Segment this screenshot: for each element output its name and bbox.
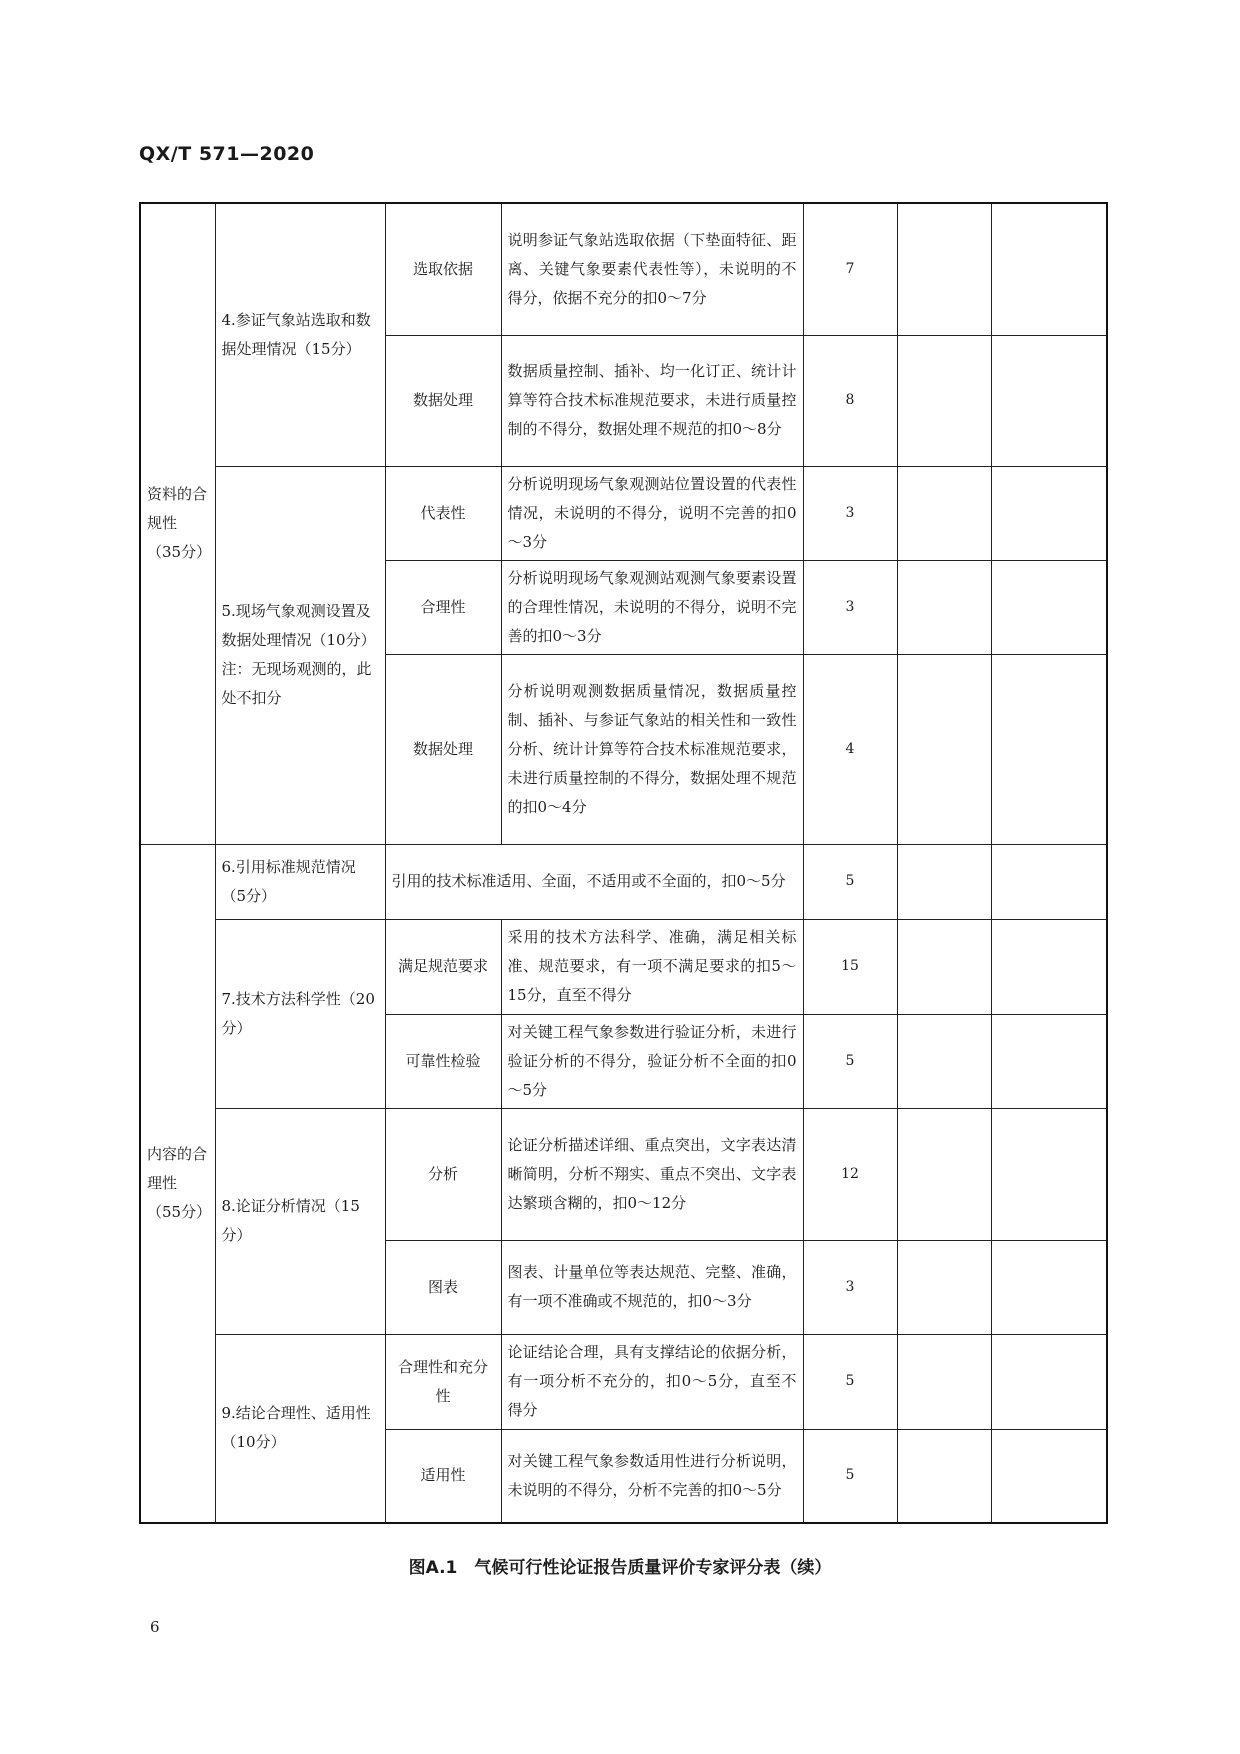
table-row bbox=[140, 466, 1107, 560]
description-cell: 分析说明现场气象观测站位置设置的代表性情况，未说明的不得分，说明不完善的扣0～3分 bbox=[501, 466, 803, 560]
blank-cell bbox=[897, 560, 991, 654]
item-cell: 4.参证气象站选取和数据处理情况（15分） bbox=[215, 203, 385, 466]
blank-cell bbox=[991, 560, 1107, 654]
description-cell: 对关键工程气象参数进行验证分析，未进行验证分析的不得分，验证分析不全面的扣0～5分 bbox=[501, 1014, 803, 1108]
score-cell: 5 bbox=[803, 1429, 897, 1523]
evaluation-table bbox=[139, 202, 1108, 1524]
score-cell: 3 bbox=[803, 466, 897, 560]
sub-item-cell: 合理性和充分性 bbox=[385, 1334, 501, 1429]
blank-cell bbox=[991, 466, 1107, 560]
item-note: 注：无现场观测的，此处不扣分 bbox=[221, 660, 372, 707]
score-cell: 5 bbox=[803, 844, 897, 919]
sub-item-cell: 代表性 bbox=[385, 466, 501, 560]
table-row bbox=[140, 203, 1107, 335]
table-row bbox=[140, 1108, 1107, 1240]
blank-cell bbox=[897, 1429, 991, 1523]
sub-item-cell: 图表 bbox=[385, 1240, 501, 1334]
blank-cell bbox=[897, 919, 991, 1014]
description-cell: 分析说明现场气象观测站观测气象要素设置的合理性情况，未说明的不得分，说明不完善的扣0～3分 bbox=[501, 560, 803, 654]
blank-cell bbox=[991, 1108, 1107, 1240]
description-cell: 分析说明观测数据质量情况，数据质量控制、插补、与参证气象站的相关性和一致性分析、统计计算等符合技术标准规范要求，未进行质量控制的不得分，数据处理不规范的扣0～4分 bbox=[501, 654, 803, 844]
category-cell: 内容的合理性（55分） bbox=[140, 844, 215, 1523]
page-number: 6 bbox=[150, 1618, 160, 1636]
blank-cell bbox=[991, 1334, 1107, 1429]
blank-cell bbox=[991, 919, 1107, 1014]
figure-caption: 图A.1 气候可行性论证报告质量评价专家评分表（续） bbox=[408, 1558, 832, 1578]
blank-cell bbox=[991, 1240, 1107, 1334]
sub-item-cell: 合理性 bbox=[385, 560, 501, 654]
blank-cell bbox=[991, 1429, 1107, 1523]
blank-cell bbox=[897, 654, 991, 844]
blank-cell bbox=[991, 335, 1107, 466]
sub-item-cell: 满足规范要求 bbox=[385, 919, 501, 1014]
item-cell: 8.论证分析情况（15分） bbox=[215, 1108, 385, 1334]
description-cell: 引用的技术标准适用、全面，不适用或不全面的，扣0～5分 bbox=[385, 844, 803, 919]
item-cell: 9.结论合理性、适用性（10分） bbox=[215, 1334, 385, 1523]
item-cell: 6.引用标准规范情况（5分） bbox=[215, 844, 385, 919]
item-cell bbox=[215, 466, 385, 844]
standard-number: QX/T 571—2020 bbox=[139, 143, 315, 165]
sub-item-cell: 适用性 bbox=[385, 1429, 501, 1523]
description-cell: 论证分析描述详细、重点突出，文字表达清晰简明，分析不翔实、重点不突出、文字表达繁琐含糊的，扣0～12分 bbox=[501, 1108, 803, 1240]
score-cell: 7 bbox=[803, 203, 897, 335]
score-cell: 5 bbox=[803, 1014, 897, 1108]
score-cell: 4 bbox=[803, 654, 897, 844]
description-cell: 数据质量控制、插补、均一化订正、统计计算等符合技术标准规范要求，未进行质量控制的不得分，数据处理不规范的扣0～8分 bbox=[501, 335, 803, 466]
score-cell: 3 bbox=[803, 1240, 897, 1334]
blank-cell bbox=[897, 844, 991, 919]
blank-cell bbox=[897, 335, 991, 466]
description-cell: 论证结论合理，具有支撑结论的依据分析，有一项分析不充分的，扣0～5分，直至不得分 bbox=[501, 1334, 803, 1429]
sub-item-cell: 分析 bbox=[385, 1108, 501, 1240]
item-text: 5.现场气象观测设置及数据处理情况（10分） bbox=[221, 602, 376, 649]
sub-item-cell: 数据处理 bbox=[385, 654, 501, 844]
item-cell: 7.技术方法科学性（20分） bbox=[215, 919, 385, 1108]
category-cell: 资料的合规性（35分） bbox=[140, 203, 215, 844]
score-cell: 3 bbox=[803, 560, 897, 654]
description-cell: 图表、计量单位等表达规范、完整、准确，有一项不准确或不规范的，扣0～3分 bbox=[501, 1240, 803, 1334]
description-cell: 采用的技术方法科学、准确，满足相关标准、规范要求，有一项不满足要求的扣5～15分，直至不得分 bbox=[501, 919, 803, 1014]
blank-cell bbox=[897, 203, 991, 335]
sub-item-cell: 选取依据 bbox=[385, 203, 501, 335]
description-cell: 对关键工程气象参数适用性进行分析说明，未说明的不得分，分析不完善的扣0～5分 bbox=[501, 1429, 803, 1523]
blank-cell bbox=[991, 203, 1107, 335]
blank-cell bbox=[991, 1014, 1107, 1108]
sub-item-cell: 数据处理 bbox=[385, 335, 501, 466]
blank-cell bbox=[897, 1108, 991, 1240]
table-row bbox=[140, 844, 1107, 919]
description-cell: 说明参证气象站选取依据（下垫面特征、距离、关键气象要素代表性等），未说明的不得分，依据不充分的扣0～7分 bbox=[501, 203, 803, 335]
blank-cell bbox=[991, 844, 1107, 919]
blank-cell bbox=[897, 466, 991, 560]
blank-cell bbox=[991, 654, 1107, 844]
score-cell: 15 bbox=[803, 919, 897, 1014]
score-cell: 5 bbox=[803, 1334, 897, 1429]
table-row bbox=[140, 919, 1107, 1014]
blank-cell bbox=[897, 1334, 991, 1429]
score-cell: 8 bbox=[803, 335, 897, 466]
table-row bbox=[140, 1334, 1107, 1429]
blank-cell bbox=[897, 1240, 991, 1334]
blank-cell bbox=[897, 1014, 991, 1108]
score-cell: 12 bbox=[803, 1108, 897, 1240]
sub-item-cell: 可靠性检验 bbox=[385, 1014, 501, 1108]
